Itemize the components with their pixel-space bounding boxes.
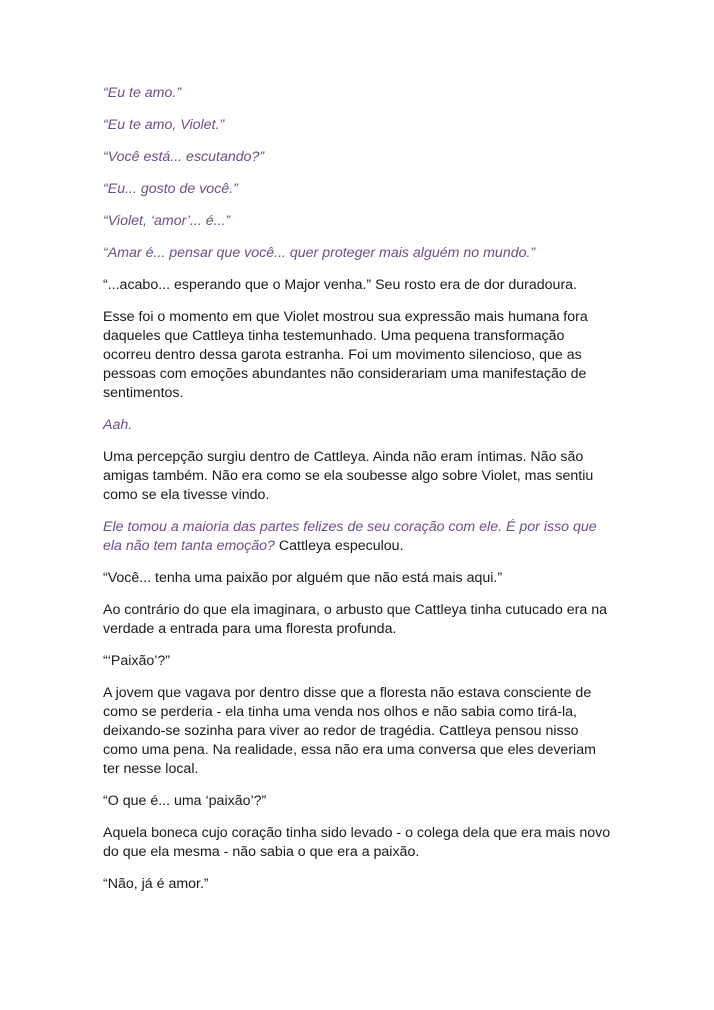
dialogue-line: “Amar é... pensar que você... quer proteger mais alguém no mundo.”	[103, 245, 536, 261]
thought-text: Ele tomou a maioria das partes felizes de seu coração com ele. É por isso que ela não tem tanta emoção?	[103, 519, 597, 554]
dialogue-line: “Eu te amo.”	[103, 85, 182, 101]
narration-text: Cattleya especulou.	[274, 538, 404, 554]
dialogue-line: “Violet, ‘amor’... é...”	[103, 213, 231, 229]
body-paragraph: “Você... tenha uma paixão por alguém que não está mais aqui.”	[103, 570, 503, 586]
body-paragraph: Uma percepção surgiu dentro de Cattleya. Ainda não eram íntimas. Não são amigas também. Não era como se ela soubesse algo sobre Violet, mas sentiu como se ela tivesse vindo.	[103, 449, 594, 503]
body-paragraph: A jovem que vagava por dentro disse que a floresta não estava consciente de como se perderia - ela tinha uma venda nos olhos e não sabia como tirá-la, deixando-se sozinha para viver ao redor de tragédia. Cattleya pensou nisso como uma pena. Na realidade, essa não era uma conversa que eles deveriam ter nesse local.	[103, 685, 596, 777]
body-paragraph: Esse foi o momento em que Violet mostrou sua expressão mais humana fora daqueles que Cattleya tinha testemunhado. Uma pequena transformação ocorreu dentro dessa garota estranha. Foi um movimento silencioso, que as pessoas com emoções abundantes não considerariam uma manifestação de sentimentos.	[103, 309, 588, 401]
dialogue-line: “Eu te amo, Violet.”	[103, 117, 225, 133]
body-paragraph: Aquela boneca cujo coração tinha sido levado - o colega dela que era mais novo do que ela mesma - não sabia o que era a paixão.	[103, 825, 611, 860]
document-page	[103, 84, 613, 907]
body-paragraph: “...acabo... esperando que o Major venha.” Seu rosto era de dor duradoura.	[103, 277, 577, 293]
body-paragraph: “Não, já é amor.”	[103, 876, 209, 892]
dialogue-line: “Eu... gosto de você.”	[103, 181, 238, 197]
body-paragraph-mixed	[103, 518, 613, 556]
body-paragraph: Ao contrário do que ela imaginara, o arbusto que Cattleya tinha cutucado era na verdade a entrada para uma floresta profunda.	[103, 602, 607, 637]
dialogue-line: “Você está... escutando?”	[103, 149, 265, 165]
body-paragraph: “O que é... uma ‘paixão’?”	[103, 793, 267, 809]
thought-line: Aah.	[103, 417, 133, 433]
body-paragraph: “‘Paixão’?”	[103, 653, 171, 669]
